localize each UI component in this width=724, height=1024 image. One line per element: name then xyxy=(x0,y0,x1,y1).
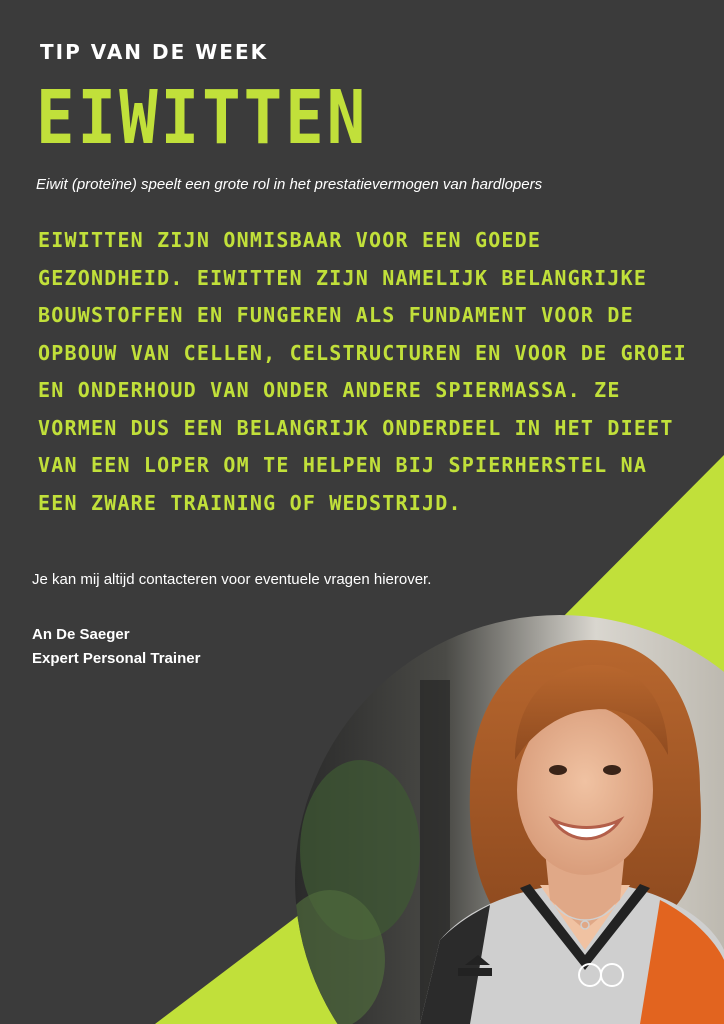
kicker: TIP VAN DE WEEK xyxy=(40,40,269,64)
body-text: EIWITTEN ZIJN ONMISBAAR VOOR EEN GOEDE GEZONDHEID. EIWITTEN ZIJN NAMELIJK BELANGRIJKE BOUWSTOFFEN EN FUNGEREN ALS FUNDAMENT VOOR DE OPBOUW VAN CELLEN, CELSTRUCTUREN EN VOOR DE GROEI EN ONDERHOUD VAN ONDER ANDERE SPIERMASSA. ZE VORMEN DUS EEN BELANGRIJK ONDERDEEL IN HET DIEET VAN EEN LOPER OM TE HELPEN BIJ SPIERHERSTEL NA EEN ZWARE TRAINING OF WEDSTRIJD. xyxy=(38,228,687,515)
contact-note: Je kan mij altijd contacteren voor eventuele vragen hierover. xyxy=(32,571,432,588)
headline: EIWITTEN xyxy=(36,76,369,162)
author-name: An De Saeger xyxy=(32,626,130,643)
subtitle: Eiwit (proteïne) speelt een grote rol in het prestatievermogen van hardlopers xyxy=(36,176,543,193)
author-role: Expert Personal Trainer xyxy=(32,650,201,667)
